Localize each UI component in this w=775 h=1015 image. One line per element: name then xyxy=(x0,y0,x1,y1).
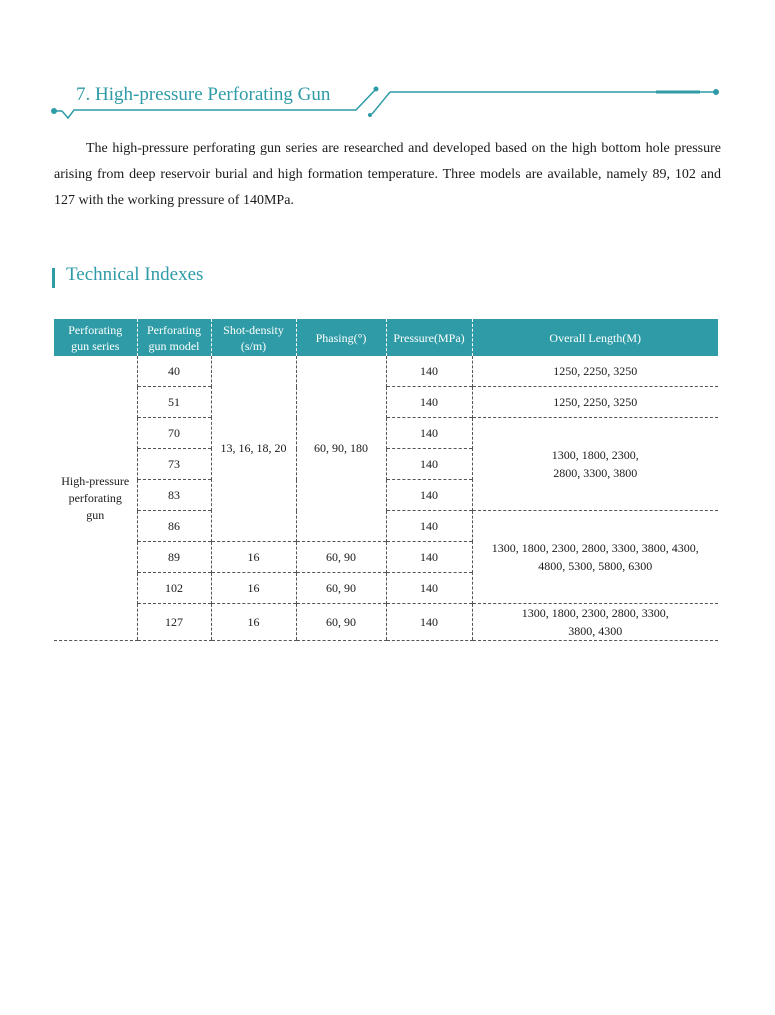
pressure-cell: 140 xyxy=(386,480,472,511)
shot-density-cell: 16 xyxy=(211,573,296,604)
table-row xyxy=(54,418,718,449)
length-cell: 1300, 1800, 2300, 2800, 3300, 3800, 4300 xyxy=(472,604,718,641)
heading-decoration xyxy=(0,0,775,130)
model-cell: 86 xyxy=(137,511,211,542)
length-cell: 1300, 1800, 2300, 2800, 3300, 3800, 4300, 4800, 5300, 5800, 6300 xyxy=(472,511,718,604)
header-overall-length: Overall Length(M) xyxy=(472,319,718,356)
model-cell: 89 xyxy=(137,542,211,573)
pressure-cell: 140 xyxy=(386,418,472,449)
table-row xyxy=(54,604,718,641)
header-phasing: Phasing(°) xyxy=(296,319,386,356)
header-gun-series: Perforating gun series xyxy=(54,319,137,356)
header-shot-density: Shot-density (s/m) xyxy=(211,319,296,356)
pressure-cell: 140 xyxy=(386,604,472,641)
header-pressure: Pressure(MPa) xyxy=(386,319,472,356)
table-header-row xyxy=(54,319,718,356)
header-gun-model: Perforating gun model xyxy=(137,319,211,356)
length-cell: 1300, 1800, 2300, 2800, 3300, 3800 xyxy=(472,418,718,511)
length-cell: 1250, 2250, 3250 xyxy=(472,387,718,418)
model-cell: 127 xyxy=(137,604,211,641)
phasing-cell: 60, 90 xyxy=(296,573,386,604)
length-cell: 1250, 2250, 3250 xyxy=(472,356,718,387)
pressure-cell: 140 xyxy=(386,449,472,480)
page-heading: 7. High-pressure Perforating Gun xyxy=(76,84,331,105)
table-row xyxy=(54,387,718,418)
model-cell: 70 xyxy=(137,418,211,449)
shot-density-cell: 16 xyxy=(211,604,296,641)
phasing-cell: 60, 90, 180 xyxy=(296,356,386,542)
series-cell: High-pressure perforating gun xyxy=(54,356,137,641)
technical-indexes-table xyxy=(54,319,718,641)
model-cell: 102 xyxy=(137,573,211,604)
shot-density-cell: 13, 16, 18, 20 xyxy=(211,356,296,542)
section-marker-bar xyxy=(52,268,55,288)
shot-density-cell: 16 xyxy=(211,542,296,573)
pressure-cell: 140 xyxy=(386,573,472,604)
pressure-cell: 140 xyxy=(386,387,472,418)
phasing-cell: 60, 90 xyxy=(296,542,386,573)
model-cell: 83 xyxy=(137,480,211,511)
model-cell: 51 xyxy=(137,387,211,418)
intro-paragraph: The high-pressure perforating gun series are researched and developed based on the high bottom hole pressure arising from deep reservoir burial and high formation temperature. Three models are available, namely 89, 102 and 127 with the working pressure of 140MPa. xyxy=(54,141,721,208)
phasing-cell: 60, 90 xyxy=(296,604,386,641)
pressure-cell: 140 xyxy=(386,356,472,387)
model-cell: 73 xyxy=(137,449,211,480)
pressure-cell: 140 xyxy=(386,511,472,542)
table-row xyxy=(54,511,718,542)
pressure-cell: 140 xyxy=(386,542,472,573)
table-row xyxy=(54,356,718,387)
section-title: Technical Indexes xyxy=(66,264,204,285)
model-cell: 40 xyxy=(137,356,211,387)
